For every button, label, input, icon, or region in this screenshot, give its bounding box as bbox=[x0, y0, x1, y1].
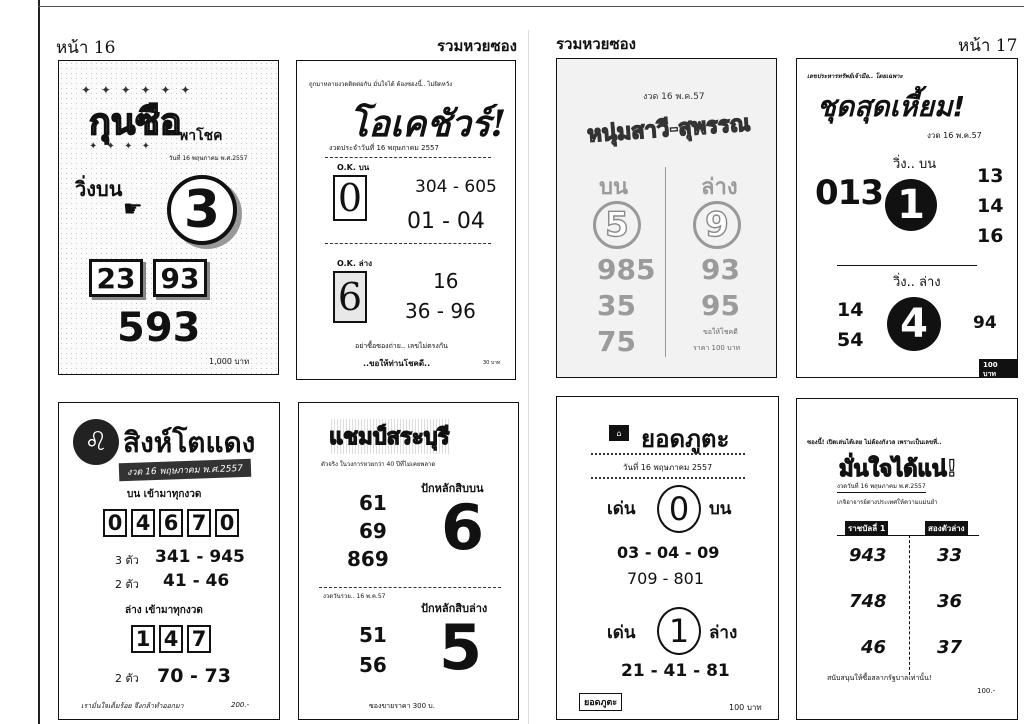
two-digit-value: 41 - 46 bbox=[163, 571, 230, 591]
column-divider bbox=[909, 535, 910, 675]
top-line-2: 01 - 04 bbox=[407, 209, 485, 234]
col-top-header: บน bbox=[599, 175, 629, 200]
bottom-left-number: 54 bbox=[837, 329, 864, 351]
top-digit-box: 0 bbox=[215, 509, 239, 537]
pair-box-1 bbox=[89, 259, 143, 297]
right-page-title: รวมหวยซอง bbox=[556, 35, 636, 53]
date-rule bbox=[591, 477, 745, 479]
card-title: โอเคชัวร์! bbox=[349, 103, 507, 145]
card-singtodaeng bbox=[58, 402, 280, 720]
top-digit-circle bbox=[593, 201, 641, 249]
top-digit-box: 0 bbox=[103, 509, 127, 537]
bottom-two-label: 2 ตัว bbox=[115, 672, 139, 685]
section-divider bbox=[325, 157, 491, 158]
top-digit-box: 4 bbox=[131, 509, 155, 537]
card-tagline: ซองนี้! เปิดเล่นได้เลย ไม่ต้องกังวล เพราะเป็นเลขที่.. bbox=[807, 439, 942, 446]
card-title: ชุดสุดเหี้ยม! bbox=[817, 90, 966, 123]
card-price: ซองขายราคา 300 บ. bbox=[369, 702, 435, 710]
two-digit-label: 2 ตัว bbox=[115, 578, 139, 591]
top-digit-box: 7 bbox=[187, 509, 211, 537]
bottom-number: 51 bbox=[359, 623, 387, 647]
column-divider bbox=[665, 167, 666, 357]
bottom-number: 95 bbox=[701, 289, 740, 322]
row-value-1: 46 bbox=[861, 637, 887, 658]
sparkle-decoration: ✦ ✦ ✦ ✦ ✦ ✦ bbox=[81, 83, 194, 97]
top-label: บน เข้ามาทุกงวด bbox=[127, 489, 202, 500]
top-line-2: 709 - 801 bbox=[627, 569, 705, 588]
note-2: ..ขอให้ท่านโชคดี.. bbox=[363, 359, 431, 368]
card-title: สิงห์โตแดง bbox=[123, 426, 256, 459]
card-date: งวด 16 พ.ค.57 bbox=[643, 92, 705, 102]
card-okchua bbox=[296, 60, 516, 380]
row-value-2: 33 bbox=[937, 545, 963, 566]
bottom-digit-box: 4 bbox=[159, 625, 183, 653]
bottom-left-number: 14 bbox=[837, 299, 864, 321]
footer-logo: ยอดภูตะ bbox=[579, 693, 622, 711]
left-page-number: หน้า 16 bbox=[56, 38, 116, 58]
top-pre-label: เด่น bbox=[607, 499, 636, 519]
card-note: เกจิอาจารย์ต่างประเทศให้ความแม่นยำ bbox=[837, 499, 938, 506]
card-yodphuta bbox=[556, 396, 779, 720]
left-binding-line bbox=[38, 0, 40, 724]
card-champsaraburi bbox=[298, 402, 519, 720]
bottom-number: 93 bbox=[701, 253, 740, 286]
bottom-line: 21 - 41 - 81 bbox=[621, 661, 730, 681]
top-label: ปักหลักสิบบน bbox=[421, 482, 484, 495]
card-date: งวดวันรวย.. 16 พ.ค.57 bbox=[323, 593, 386, 600]
bottom-post-label: ล่าง bbox=[709, 623, 738, 643]
card-tagline: ถูกมาหลายงวดติดต่อกัน มั่นใจได้ ต้องซองนี้.. ไม่ผิดหวัง bbox=[309, 81, 453, 88]
bottom-label: ล่าง เข้ามาทุกงวด bbox=[125, 605, 203, 616]
card-price: 1,000 บาท bbox=[209, 357, 250, 366]
row-value-2: 37 bbox=[937, 637, 963, 658]
col-header-1: ราชบัลลี่ 1 bbox=[845, 521, 888, 536]
lion-icon: ♌ bbox=[73, 419, 119, 465]
card-tagline: เลขประหารทรัพย์เจ้ามือ.. โดยเฉพาะ bbox=[807, 73, 903, 80]
card-chudsud bbox=[796, 58, 1018, 378]
card-title: แชมป์สระบุรี bbox=[329, 419, 449, 454]
bottom-main-circle bbox=[657, 607, 701, 655]
section-divider bbox=[837, 265, 977, 266]
pair-box-2 bbox=[153, 259, 207, 297]
card-subtitle: พาโชค bbox=[179, 128, 223, 144]
bottom-digit-circle bbox=[693, 201, 741, 249]
bottom-line-1: 16 bbox=[433, 269, 459, 293]
bottom-digit-box: 7 bbox=[187, 625, 211, 653]
card-manjaidaenae bbox=[796, 398, 1018, 720]
bottom-main-number: 4 bbox=[900, 301, 928, 347]
card-title: กุนซือ bbox=[89, 101, 182, 143]
bottom-label: O.K. ล่าง bbox=[337, 259, 372, 268]
three-digit-value: 341 - 945 bbox=[155, 547, 245, 567]
card-kunsue bbox=[58, 60, 279, 375]
bottom-main-circle bbox=[887, 297, 941, 351]
top-digit-box bbox=[333, 175, 367, 221]
right-page-number: หน้า 17 bbox=[958, 36, 1018, 56]
top-line-1: 304 - 605 bbox=[415, 177, 497, 197]
top-number: 69 bbox=[359, 519, 387, 543]
logo-icon: ⌂ bbox=[609, 425, 629, 441]
top-right-number: 13 bbox=[977, 165, 1004, 187]
top-number: 35 bbox=[597, 289, 636, 322]
row-value-2: 36 bbox=[937, 591, 963, 612]
bottom-digit-box bbox=[333, 271, 367, 323]
bottom-number: 56 bbox=[359, 653, 387, 677]
card-price: 30 บาท bbox=[483, 360, 501, 366]
bottom-digit: 9 bbox=[705, 205, 729, 245]
bottom-line-2: 36 - 96 bbox=[405, 299, 476, 323]
main-number: 3 bbox=[183, 180, 221, 240]
card-footer: เรามั่นใจเต็มร้อย จึงกล้าทำออกมา bbox=[81, 702, 184, 710]
pair-number: 93 bbox=[160, 261, 200, 295]
bottom-main-number: 5 bbox=[439, 611, 483, 684]
luck-text: ขอให้โชคดี bbox=[703, 328, 738, 336]
top-number: 985 bbox=[597, 253, 656, 286]
card-price: 200.- bbox=[231, 701, 250, 709]
top-post-label: บน bbox=[709, 499, 732, 519]
top-label: O.K. บน bbox=[337, 163, 370, 172]
top-right-number: 14 bbox=[977, 195, 1004, 217]
top-digit: 5 bbox=[605, 205, 629, 245]
bottom-right-number: 94 bbox=[973, 313, 997, 333]
section-divider bbox=[319, 587, 501, 588]
top-number: 75 bbox=[597, 325, 636, 358]
top-left-number: 013 bbox=[815, 173, 883, 213]
card-date: งวดประจำวันที่ 16 พฤษภาคม 2557 bbox=[329, 144, 439, 152]
three-digit-number: 593 bbox=[117, 305, 201, 351]
title-rule bbox=[591, 453, 745, 455]
card-date: งวด 16 พฤษภาคม พ.ศ.2557 bbox=[119, 459, 251, 482]
card-date: วันที่ 16 พฤษภาคม 2557 bbox=[623, 463, 713, 472]
card-tagline: ตัวจริง ในวงการหวยกว่า 40 ปีที่ไม่เคยพลาด bbox=[321, 461, 436, 468]
top-main-number: 0 bbox=[668, 490, 690, 528]
top-number: 61 bbox=[359, 491, 387, 515]
card-title: มั่นใจได้แน่! bbox=[839, 457, 957, 482]
three-digit-label: 3 ตัว bbox=[115, 554, 139, 567]
run-top-label: วิ่งบน bbox=[75, 177, 123, 201]
card-noomsawee bbox=[556, 58, 777, 378]
top-edge-line bbox=[38, 6, 1024, 7]
top-main-circle bbox=[885, 179, 937, 231]
bottom-digit-box: 1 bbox=[131, 625, 155, 653]
left-page-title: รวมหวยซอง bbox=[437, 37, 517, 55]
top-line-1: 03 - 04 - 09 bbox=[617, 543, 720, 562]
top-label: วิ่ง.. บน bbox=[893, 157, 937, 172]
pointing-hand-icon: ☛ bbox=[123, 197, 143, 222]
bottom-pre-label: เด่น bbox=[607, 623, 636, 643]
top-right-number: 16 bbox=[977, 225, 1004, 247]
header-rule bbox=[837, 535, 979, 536]
card-title: หนุ่มสาวี-สุพรรณ bbox=[586, 111, 752, 148]
card-price: 100.- bbox=[977, 687, 996, 695]
card-footer: สนับสนุนให้ซื้อสลากรัฐบาลเท่านั้น! bbox=[827, 674, 932, 682]
card-date: วันที่ 16 พฤษภาคม พ.ศ.2557 bbox=[169, 155, 248, 162]
card-price: ราคา 100 บาท bbox=[693, 344, 741, 352]
main-number-circle bbox=[167, 175, 237, 245]
price-badge: 100 บาท bbox=[979, 359, 1017, 378]
page-gutter-line bbox=[528, 30, 529, 724]
row-value-1: 943 bbox=[849, 545, 887, 566]
card-price: 100 บาท bbox=[729, 703, 762, 712]
top-main-number: 6 bbox=[441, 491, 485, 564]
bottom-label: ปักหลักสิบล่าง bbox=[421, 602, 488, 615]
top-main-number: 1 bbox=[897, 182, 925, 228]
card-date: งวด 16 พ.ค.57 bbox=[927, 131, 982, 140]
sparkle-decoration-bottom: ✦ ✦ ✦ ✦ bbox=[89, 141, 154, 152]
top-digit: 0 bbox=[337, 176, 363, 220]
card-date: งวดวันที่ 16 พฤษภาคม พ.ศ.2557 bbox=[837, 481, 926, 493]
bottom-two-value: 70 - 73 bbox=[157, 665, 231, 687]
bottom-label: วิ่ง.. ล่าง bbox=[893, 275, 941, 290]
row-value-1: 748 bbox=[849, 591, 887, 612]
top-digit-box: 6 bbox=[159, 509, 183, 537]
col-header-2: สองตัวล่าง bbox=[925, 521, 968, 536]
pair-number: 23 bbox=[96, 261, 136, 295]
bottom-digit: 6 bbox=[337, 275, 363, 319]
col-bottom-header: ล่าง bbox=[701, 175, 738, 200]
section-divider bbox=[325, 243, 491, 244]
top-main-circle bbox=[657, 485, 701, 533]
bottom-main-number: 1 bbox=[668, 612, 690, 650]
card-title: ยอดภูตะ bbox=[641, 425, 730, 453]
note-1: อย่าซื้อซองถ่าย.. เลขไม่ตรงกัน bbox=[355, 342, 448, 350]
top-number: 869 bbox=[347, 547, 389, 571]
